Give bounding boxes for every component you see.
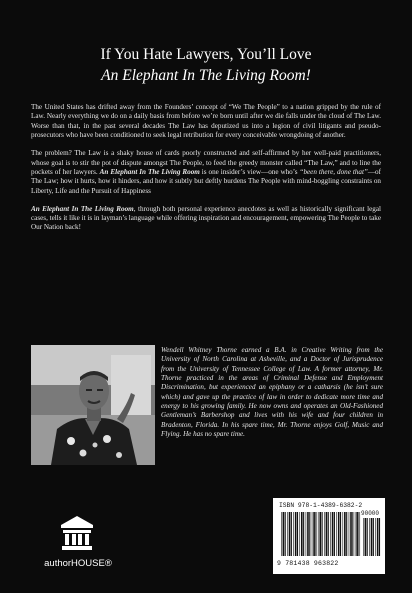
blurb-paragraph-3 <box>31 205 381 233</box>
barcode-addon-bars <box>363 518 381 556</box>
blurb-paragraph-1: The United States has drifted away from the Founders’ concept of “We The People” to a nation gripped by the rule of Law. Nearly everything we do on a daily basis from before we’re born until after we die falls under the cloud of The Law. Worse than that, in the past several decades The Law has deputized us into a legion of civil litigants and pseudo-prosecutors who have been conditioned to seek legal retribution for every conceivable wrongdoing of another. <box>31 103 381 140</box>
isbn-text: ISBN 978-1-4389-6382-2 <box>279 502 363 509</box>
blurb-p3-text: , through both personal experience anecdotes as well as historically significant legal cases, tells it like it is in layman’s language while offering inspiration and encouragement, empowering The People to take Our Nation back! <box>31 204 381 232</box>
blurb-p2-book-title: An Elephant In The Living Room <box>99 167 200 176</box>
blurb-p2-text-b: is one insider’s view—one who’s <box>199 167 300 176</box>
author-bio: Wendell Whitney Thorne earned a B.A. in Creative Writing from the University of North Carolina at Asheville, and a Doctor of Jurisprudence from the University of Tennessee College of Law. A former attorney, Mr. Thorne practiced in the areas of Criminal Defense and Employment Discrimination, but experienced an epiphany or a catharsis (he isn’t sure which) and gave up the practice of law in order to dedicate more time and energy to his growing family. He now owns and operates an Old-Fashioned Gentleman’s Barbershop and lives with his wife and four children in Bradenton, Florida. In his spare time, Mr. Thorne enjoys Golf, Music and Flying. He has no spare time. <box>161 346 383 439</box>
blurb-p3-book-title: An Elephant In The Living Room <box>31 204 134 213</box>
barcode-digits: 9 781438 963822 <box>277 560 339 567</box>
barcode-bars <box>281 512 361 556</box>
blurb <box>31 103 381 241</box>
blurb-p2-text-a: The problem? The Law is a shaky house of cards poorly constructed and self-affirmed by her well-paid practitioners, whose goal is to stir the pot of dispute amongst The People, to feed the greedy monster called “The Law,” and to line the pockets of her lawyers. <box>31 149 381 176</box>
blurb-p2-quote: “been there, done that” <box>299 167 368 176</box>
publisher-logo <box>38 515 118 577</box>
headline <box>0 44 412 86</box>
publisher-name: authorHOUSE® <box>44 558 112 569</box>
barcode <box>273 498 385 574</box>
authorhouse-logo-icon <box>60 515 94 551</box>
barcode-price-code: 90000 <box>361 510 380 517</box>
author-photo <box>31 345 155 465</box>
headline-line-2: An Elephant In The Living Room! <box>101 67 311 84</box>
blurb-paragraph-2 <box>31 149 381 196</box>
headline-line-1: If You Hate Lawyers, You’ll Love <box>100 46 312 63</box>
blurb-p2-text-c: —of The Law; how it hurts, how it hinders, and how it subtly but deftly burdens The People with mind-boggling constraints on Liberty, Life and the Pursuit of Happiness <box>31 167 381 195</box>
author-photo-illustration <box>31 345 155 465</box>
